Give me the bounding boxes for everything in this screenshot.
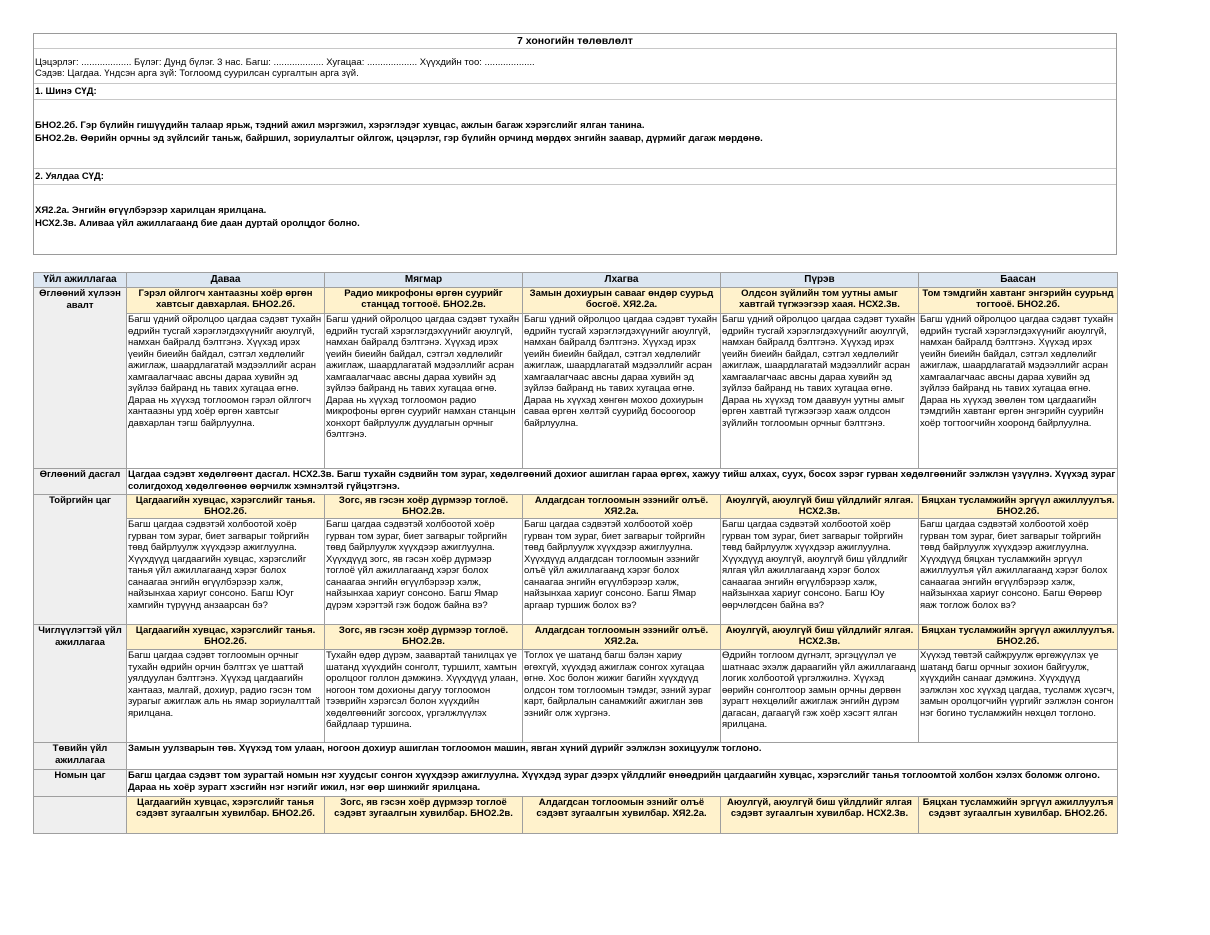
row-label-exercise: Өглөөний дасгал [34, 469, 127, 495]
reading-text: Багш цагдаа сэдэвт том зурагтай номын нэг хуудсыг сонгон хүүхдээр ажиглуулна. Хүүхдэд зураг дээрх үйлдлийг өнөөдрийн цагдаагийн хувцас, хэрэгслийг танья тоглоомтой холбон хэлэх боломж олгоно. Дараа нь хоёр зурагт хэсгийн нэг нэгийг ижил, нэг өөр шинжийг ярилцана. [127, 770, 1118, 797]
day-header-monday: Даваа [127, 273, 325, 288]
day-header-wednesday: Лхагва [523, 273, 721, 288]
day-header-tuesday: Мягмар [325, 273, 523, 288]
topic-cell: Цагдаагийн хувцас, хэрэгслийг танья. БНО2.2б. [127, 495, 325, 519]
topic-cell: Зогс, яв гэсэн хоёр дүрмээр тоглоё. БНО2.2в. [325, 625, 523, 650]
row-label-reading: Номын цаг [34, 770, 127, 797]
topic-cell: Бяцхан тусламжийн эргүүл ажиллуулъя. БНО2.2б. [919, 495, 1118, 519]
exercise-text: Цагдаа сэдэвт хөдөлгөөнт дасгал. НСХ2.3в. Багш тухайн сэдвийн том зураг, хөдөлгөөний дохиог ашиглан гараа өргөх, хажуу тийш алхах, суух, босох зэрэг гурван хөдөлгөөнийг ээлжлэн үзүүлнэ. Хүүхэд зураг солигдоход хөдөлгөөнөө өөрчилж хэмнэлтэй гүйцэтгэнэ. [127, 469, 1118, 495]
circle-topic-row [34, 495, 1118, 519]
morning-topic-row [34, 288, 1118, 314]
meta-line-2: Сэдэв: Цагдаа. Үндсэн арга зүй: Тоглоомд суурилсан сургалтын арга зүй. [35, 68, 359, 79]
day-header-friday: Баасан [919, 273, 1118, 288]
section-2-goals [34, 185, 1116, 254]
exercise-row [34, 469, 1118, 495]
row-label-center: Төвийн үйл ажиллагаа [34, 743, 127, 770]
row-label-circle: Тойргийн цаг [34, 495, 127, 625]
topic-cell: Зогс, яв гэсэн хоёр дүрмээр тоглоё. БНО2.2в. [325, 495, 523, 519]
activity-text: Хүүхэд төвтэй сайжруулж өргөжүүлэх үе шатанд багш орчныг зохион байгуулж, хүүхдийн санааг дэмжинэ. Хүүхдүүд ээлжлэн хос хүүхэд цагдаа, тусламж хүсэгч, замын оролцогчийн үүргийг ээлжлэн сонгон нэг богино тусламжийн нөхцөл тоглоно. [919, 650, 1118, 743]
center-row [34, 743, 1118, 770]
topic-cell: Аюулгүй, аюулгүй биш үйлдлийг ялгая. НСХ2.3в. [721, 495, 919, 519]
goal-line: ХЯ2.2а. Энгийн өгүүлбэрээр харилцан ярилцана. [35, 205, 267, 216]
topic-cell: Гэрэл ойлгогч хантаазны хоёр өргөн хавтсыг давхарлая. БНО2.2б. [127, 288, 325, 314]
row-label-focused: Чиглүүлэгтэй үйл ажиллагаа [34, 625, 127, 743]
activity-text: Багш үдний ойролцоо цагдаа сэдэвт тухайн өдрийн тусгай хэрэглэгдэхүүнийг аюулгүй, намхан байралд бэлтгэнэ. Хүүхэд ирэх үеийн биеийн байдал, сэтгэл хөдлөлийг ажиглаж, шаардлагатай мэдээллийг асран хамгаалагчаас авсны дараа хувийн эд зүйлээ байранд нь тавих хугацаа өгнө. Дараа нь хүүхэд том даавуун уутны амыг өргөн хавтгай түгжээгээр хааж олдсон зүйлийн тоглоомын орчныг бэлтгэнэ. [721, 314, 919, 469]
page-title: 7 хоногийн төлөвлөлт [34, 34, 1116, 49]
activity-text: Багш үдний ойролцоо цагдаа сэдэвт тухайн өдрийн тусгай хэрэглэгдэхүүнийг аюулгүй, намхан байралд бэлтгэнэ. Хүүхэд ирэх үеийн биеийн байдал, сэтгэл хөдлөлийг ажиглаж, шаардлагатай мэдээллийг асран хамгаалагчаас авсны дараа хувийн эд зүйлээ байранд нь тавих хугацаа өгнө. Дараа нь хүүхэд зөөлөн том цагдаагийн тэмдгийн хавтанг өргөн энгэрийн суурийн хоёр тогтоогчийн хооронд байрлуулна. [919, 314, 1118, 469]
meta-info [34, 49, 1116, 84]
activity-text: Багш үдний ойролцоо цагдаа сэдэвт тухайн өдрийн тусгай хэрэглэгдэхүүнийг аюулгүй, намхан байралд бэлтгэнэ. Хүүхэд ирэх үеийн биеийн байдал, сэтгэл хөдлөлийг ажиглаж, шаардлагатай мэдээллийг асран хамгаалагчаас авсны дараа хувийн эд зүйлээ байранд нь тавих хугацаа өгнө. Дараа нь хүүхэд хөнгөн мохоо дохиурын саваа өргөн хөлтэй суурийд босоогоор байрлуулна. [523, 314, 721, 469]
activity-text: Тухайн өдөр дүрэм, заавартай танилцах үе шатанд хүүхдийн сонголт, туршилт, хамтын оролцоог голлон дэмжинэ. Хүүхдүүд улаан, ногоон том дохионы дагуу тоглоомон тээврийн хэрэгсэл болон хүүхдийн хөдөлгөөнийг зогсоох, үргэлжлүүлэх байдлаар туршина. [325, 650, 523, 743]
topic-cell: Замын дохиурын савааг өндөр суурьд босгоё. ХЯ2.2а. [523, 288, 721, 314]
section-1-goals [34, 100, 1116, 169]
meta-line-1: Цэцэрлэг: ................... Бүлэг: Дунд бүлэг. 3 нас. Багш: ................... Хугацаа: ................... Хүүхдийн тоо: ................... [35, 57, 535, 68]
row-label-morning: Өглөөний хүлээн авалт [34, 288, 127, 469]
activity-text: Багш цагдаа сэдвэтэй холбоотой хоёр гурван том зураг, биет загварыг тойргийн төвд байрлуулж хүүхдээр ажиглуулна. Хүүхдүүд цагдаагийн хувцас, хэрэгслийг танья үйл ажиллагаанд хэрэг болох санаагаа энгийн өгүүлбэрээр хэлж, найзынхаа хариуг сонсоно. Багш Юуг хамгийн түрүүнд анзаарсан бэ? [127, 519, 325, 625]
topic-cell: Бяцхан тусламжийн эргүүл ажиллуулъя. БНО2.2б. [919, 625, 1118, 650]
corner-header: Үйл ажиллагаа [34, 273, 127, 288]
topic-cell: Алдагдсан тоглоомын эзэнийг олъё. ХЯ2.2а. [523, 625, 721, 650]
activity-text: Багш цагдаа сэдвэтэй холбоотой хоёр гурван том зураг, биет загварыг тойргийн төвд байрлуулж хүүхдээр ажиглуулна. Хүүхдүүд аюулгүй, аюулгүй биш үйлдлийг ялгая үйл ажиллагаанд хэрэг болох санаагаа энгийн өгүүлбэрээр хэлж, найзынхаа хариуг сонсоно. Багш Юу өөрчлөгдсөн байна вэ? [721, 519, 919, 625]
goal-line: БНО2.2б. Гэр бүлийн гишүүдийн талаар ярьж, тэдний ажил мэргэжил, хэрэглэдэг хувцас, ажлын багаж хэрэгслийг ялган танина. [35, 120, 645, 131]
topic-cell: Радио микрофоны өргөн суурийг станцад тогтооё. БНО2.2в. [325, 288, 523, 314]
activity-text: Өдрийн тоглоом дүгнэлт, эргэцүүлэл үе шатнаас эхэлж дараагийн үйл ажиллагаанд логик холбоотой үргэлжилнэ. Хүүхэд өөрийн сонголтоор замын орчны дөрвөн зурагт нөхцөлийг ажиглаж энгийн дүрэм дагасан, дагаагүй гэж хоёр хэсэгт ялган ярилцана. [721, 650, 919, 743]
goal-line: БНО2.2в. Өөрийн орчны эд зүйлсийг таньж, байршил, зориулалтыг ойлгож, цэцэрлэг, гэр бүлийн орчинд мөрдөх энгийн заавар, дүрмийг дагаж мөрдөнө. [35, 132, 763, 144]
outdoor-cell: Аюулгүй, аюулгүй биш үйлдлийг ялгая сэдэвт зугаалгын хувилбар. НСХ2.3в. [721, 797, 919, 834]
section-2-heading: 2. Уялдаа СҮД: [34, 169, 1116, 185]
focused-text-row [34, 650, 1118, 743]
activity-text: Багш үдний ойролцоо цагдаа сэдэвт тухайн өдрийн тусгай хэрэглэгдэхүүнийг аюулгүй, намхан байралд бэлтгэнэ. Хүүхэд ирэх үеийн биеийн байдал, сэтгэл хөдлөлийг ажиглаж, шаардлагатай мэдээллийг асран хамгаалагчаас авсны дараа хувийн эд зүйлээ байранд нь тавих хугацаа өгнө. Дараа нь хүүхэд тоглоомон гэрэл ойлгогч хантаазны урд хоёр өргөн хавтсыг давхарлан тэгш байрлуулна. [127, 314, 325, 469]
outdoor-cell: Зогс, яв гэсэн хоёр дүрмээр тоглоё сэдэвт зугаалгын хувилбар. БНО2.2в. [325, 797, 523, 834]
outdoor-cell: Бяцхан тусламжийн эргүүл ажиллуулъя сэдэвт зугаалгын хувилбар. БНО2.2б. [919, 797, 1118, 834]
reading-row [34, 770, 1118, 797]
activity-text: Багш цагдаа сэдвэтэй холбоотой хоёр гурван том зураг, биет загварыг тойргийн төвд байрлуулж хүүхдээр ажиглуулна. Хүүхдүүд алдагдсан тоглоомын эзэнийг олъё үйл ажиллагаанд хэрэг болох санаагаа энгийн өгүүлбэрээр хэлж, найзынхаа хариуг сонсоно. Багш Ямар аргаар туршиж болох вэ? [523, 519, 721, 625]
activity-text: Тоглох үе шатанд багш бэлэн хариу өгөхгүй, хүүхдэд ажиглаж сонгох хугацаа өгнө. Хос болон жижиг багийн хүүхдүүд олдсон том тоглоомын тэмдэг, эзний зураг карт, байрлалын санамжийг ажиглан зөв эзнийг олж хүргэнэ. [523, 650, 721, 743]
outdoor-cell: Цагдаагийн хувцас, хэрэгслийг танья сэдэвт зугаалгын хувилбар. БНО2.2б. [127, 797, 325, 834]
focused-topic-row [34, 625, 1118, 650]
table-header-row [34, 273, 1118, 288]
topic-cell: Цагдаагийн хувцас, хэрэгслийг танья. БНО2.2б. [127, 625, 325, 650]
center-text: Замын уулзварын төв. Хүүхэд том улаан, ногоон дохиур ашиглан тоглоомон машин, явган хүний дүрийг ээлжлэн зохицуулж тоглоно. [127, 743, 1118, 770]
topic-cell: Алдагдсан тоглоомын эзэнийг олъё. ХЯ2.2а. [523, 495, 721, 519]
morning-text-row [34, 314, 1118, 469]
topic-cell: Олдсон зүйлийн том уутны амыг хавтгай түгжээгээр хаая. НСХ2.3в. [721, 288, 919, 314]
weekly-plan-table [33, 272, 1118, 834]
section-1-heading: 1. Шинэ СҮД: [34, 84, 1116, 100]
topic-cell: Том тэмдгийн хавтанг энгэрийн суурьнд тогтооё. БНО2.2б. [919, 288, 1118, 314]
activity-text: Багш үдний ойролцоо цагдаа сэдэвт тухайн өдрийн тусгай хэрэглэгдэхүүнийг аюулгүй, намхан байралд бэлтгэнэ. Хүүхэд ирэх үеийн биеийн байдал, сэтгэл хөдлөлийг ажиглаж, шаардлагатай мэдээллийг асран хамгаалагчаас авсны дараа хувийн эд зүйлээ байранд нь тавих хугацаа өгнө. Дараа нь хүүхэд тоглоомон радио микрофоны өргөн суурийг намхан станцын хонхорт байрлуулж дуудлагын орчныг бэлтгэнэ. [325, 314, 523, 469]
activity-text: Багш цагдаа сэдэвт тоглоомын орчныг тухайн өдрийн орчин бэлтгэх үе шаттай уялдуулан бэлтгэнэ. Хүүхэд цагдаагийн хантааз, малгай, дохиур, радио гэсэн том зурагыг ажиглаж аль нь ямар зориулалттай ярилцана. [127, 650, 325, 743]
plan-header [33, 33, 1117, 255]
activity-text: Багш цагдаа сэдвэтэй холбоотой хоёр гурван том зураг, биет загварыг тойргийн төвд байрлуулж хүүхдээр ажиглуулна. Хүүхдүүд бяцхан тусламжийн эргүүл ажиллуулъя үйл ажиллагаанд хэрэг болох санаагаа энгийн өгүүлбэрээр хэлж, найзынхаа хариуг сонсоно. Багш Өөрөөр яаж тоглож болох вэ? [919, 519, 1118, 625]
topic-cell: Аюулгүй, аюулгүй биш үйлдлийг ялгая. НСХ2.3в. [721, 625, 919, 650]
outdoor-cell: Алдагдсан тоглоомын эзнийг олъё сэдэвт зугаалгын хувилбар. ХЯ2.2а. [523, 797, 721, 834]
header-box [33, 33, 1117, 255]
outdoor-row [34, 797, 1118, 834]
circle-text-row [34, 519, 1118, 625]
activity-text: Багш цагдаа сэдвэтэй холбоотой хоёр гурван том зураг, биет загварыг тойргийн төвд байрлуулж хүүхдээр ажиглуулна. Хүүхдүүд зогс, яв гэсэн хоёр дүрмээр тоглоё үйл ажиллагаанд хэрэг болох санаагаа энгийн өгүүлбэрээр хэлж, найзынхаа хариуг сонсоно. Багш Ямар дүрэм хэрэгтэй гэж бодож байна вэ? [325, 519, 523, 625]
row-label-outdoor [34, 797, 127, 834]
day-header-thursday: Пүрэв [721, 273, 919, 288]
goal-line: НСХ2.3в. Аливаа үйл ажиллагаанд бие даан дуртай оролцдог болно. [35, 217, 360, 229]
